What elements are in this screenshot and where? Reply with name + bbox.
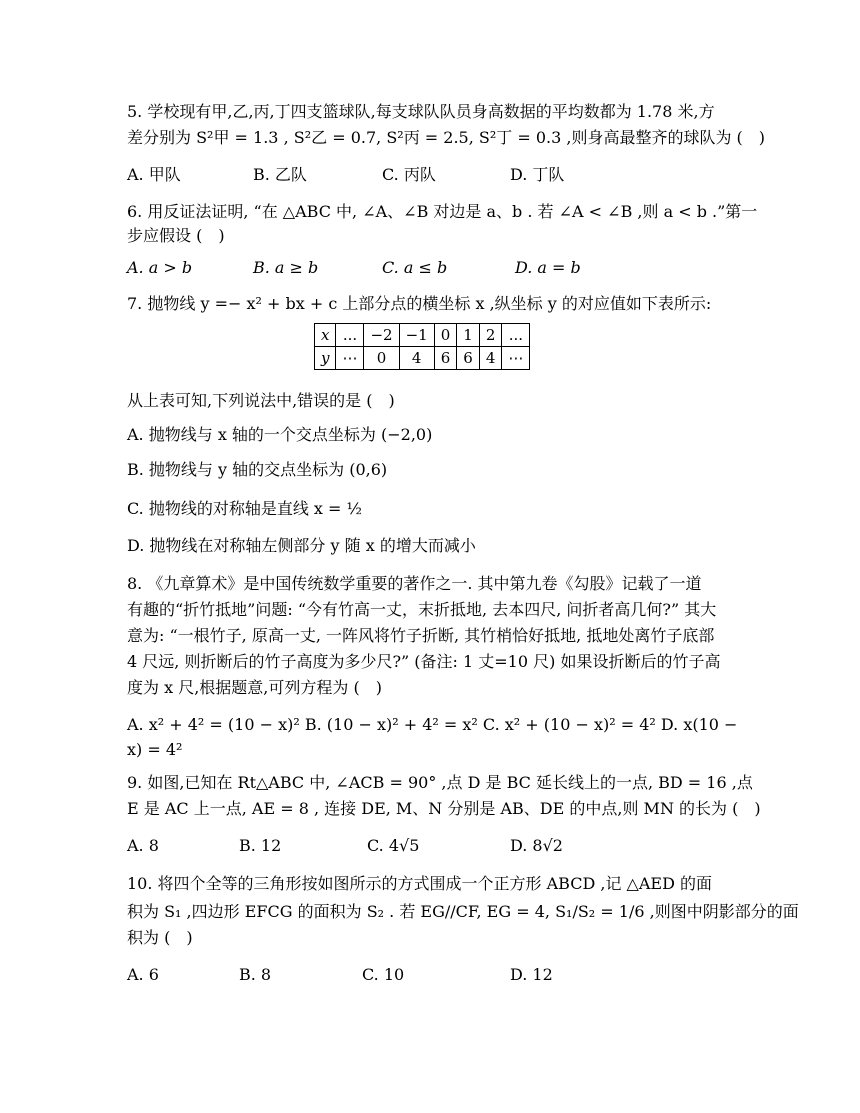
q5-option-c: C. 丙队 bbox=[382, 165, 436, 184]
q6-line2: 步应假设 ( ) bbox=[127, 226, 225, 245]
q8-line5: 度为 x 尺,根据题意,可列方程为 ( ) bbox=[127, 678, 382, 697]
q7-option-d: D. 抛物线在对称轴左侧部分 y 随 x 的增大而减小 bbox=[127, 536, 476, 555]
table-cell: −2 bbox=[364, 324, 399, 347]
q9-option-d: D. 8√2 bbox=[510, 836, 563, 855]
table-cell: ⋯ bbox=[336, 347, 364, 370]
q6-line1: 6. 用反证法证明, “在 △ABC 中, ∠A、∠B 对边是 a、b . 若 ∠A < ∠B ,则 a < b .”第一 bbox=[127, 202, 758, 221]
q10-option-d: D. 12 bbox=[510, 965, 553, 984]
q8-line4: 4 尺远, 则折断后的竹子高度为多少尺?” (备注: 1 丈=10 尺) 如果设折断后的竹子高 bbox=[127, 652, 721, 671]
table-cell: ⋯ bbox=[502, 347, 530, 370]
q8-options-line2: x) = 4² bbox=[127, 740, 183, 759]
q5-option-d: D. 丁队 bbox=[510, 165, 565, 184]
q7-line1: 7. 抛物线 y =− x² + bx + c 上部分点的横坐标 x ,纵坐标 y 的对应值如下表所示: bbox=[127, 294, 712, 313]
q9-option-a: A. 8 bbox=[127, 836, 159, 855]
q10-option-b: B. 8 bbox=[239, 965, 272, 984]
table-cell: −1 bbox=[399, 324, 434, 347]
table-cell: ... bbox=[336, 324, 364, 347]
q6-option-c: C. a ≤ b bbox=[382, 258, 448, 277]
q7-table-row-y bbox=[315, 347, 530, 370]
q10-line1: 10. 将四个全等的三角形按如图所示的方式围成一个正方形 ABCD ,记 △AED 的面 bbox=[127, 874, 713, 893]
q8-line1: 8. 《九章算术》是中国传统数学重要的著作之一. 其中第九卷《勾股》记载了一道 bbox=[127, 574, 702, 593]
table-cell: 4 bbox=[399, 347, 434, 370]
q7-option-c: C. 抛物线的对称轴是直线 x = ½ bbox=[127, 499, 363, 518]
table-cell: 2 bbox=[479, 324, 502, 347]
q7-table-row-x bbox=[315, 324, 530, 347]
q10-option-c: C. 10 bbox=[362, 965, 405, 984]
table-cell: 1 bbox=[457, 324, 480, 347]
q5-line2: 差分别为 S²甲 = 1.3 , S²乙 = 0.7, S²丙 = 2.5, S²丁 = 0.3 ,则身高最整齐的球队为 ( ) bbox=[127, 128, 766, 147]
q9-line1: 9. 如图,已知在 Rt△ABC 中, ∠ACB = 90° ,点 D 是 BC 延长线上的一点, BD = 16 ,点 bbox=[127, 773, 753, 792]
q6-option-a: A. a > b bbox=[127, 258, 193, 277]
q7-option-a: A. 抛物线与 x 轴的一个交点坐标为 (−2,0) bbox=[127, 425, 433, 444]
table-cell: 0 bbox=[364, 347, 399, 370]
table-cell: 6 bbox=[457, 347, 480, 370]
q9-option-b: B. 12 bbox=[239, 836, 282, 855]
q10-line2: 积为 S₁ ,四边形 EFCG 的面积为 S₂ . 若 EG//CF, EG = 4, S₁/S₂ = 1/6 ,则图中阴影部分的面 bbox=[127, 902, 799, 921]
table-cell: 4 bbox=[479, 347, 502, 370]
q8-line2: 有趣的“折竹抵地”问题: “今有竹高一丈，末折抵地, 去本四尺, 问折者高几何?” 其大 bbox=[127, 600, 717, 619]
q8-line3: 意为: “一根竹子, 原高一丈, 一阵风将竹子折断, 其竹梢恰好抵地, 抵地处离竹子底部 bbox=[127, 626, 715, 645]
table-cell: y bbox=[315, 347, 336, 370]
q5-line1: 5. 学校现有甲,乙,丙,丁四支篮球队,每支球队队员身高数据的平均数都为 1.78 米,方 bbox=[127, 102, 715, 121]
q7-option-b: B. 抛物线与 y 轴的交点坐标为 (0,6) bbox=[127, 460, 388, 479]
q7-line2: 从上表可知,下列说法中,错误的是 ( ) bbox=[127, 391, 395, 410]
q5-option-a: A. 甲队 bbox=[127, 165, 181, 184]
table-cell: 0 bbox=[434, 324, 457, 347]
table-cell: 6 bbox=[434, 347, 457, 370]
q8-options-line1: A. x² + 4² = (10 − x)² B. (10 − x)² + 4² = x² C. x² + (10 − x)² = 4² D. x(10 − bbox=[127, 715, 738, 734]
q9-line2: E 是 AC 上一点, AE = 8 , 连接 DE, M、N 分别是 AB、DE 的中点,则 MN 的长为 ( ) bbox=[127, 799, 761, 818]
q6-option-b: B. a ≥ b bbox=[253, 258, 319, 277]
q10-line3: 积为 ( ) bbox=[127, 928, 193, 947]
table-cell: ... bbox=[502, 324, 530, 347]
q7-value-table bbox=[314, 323, 530, 370]
q5-option-b: B. 乙队 bbox=[253, 165, 307, 184]
q9-option-c: C. 4√5 bbox=[367, 836, 420, 855]
q6-option-d: D. a = b bbox=[515, 258, 581, 277]
table-cell: x bbox=[315, 324, 336, 347]
q10-option-a: A. 6 bbox=[127, 965, 159, 984]
